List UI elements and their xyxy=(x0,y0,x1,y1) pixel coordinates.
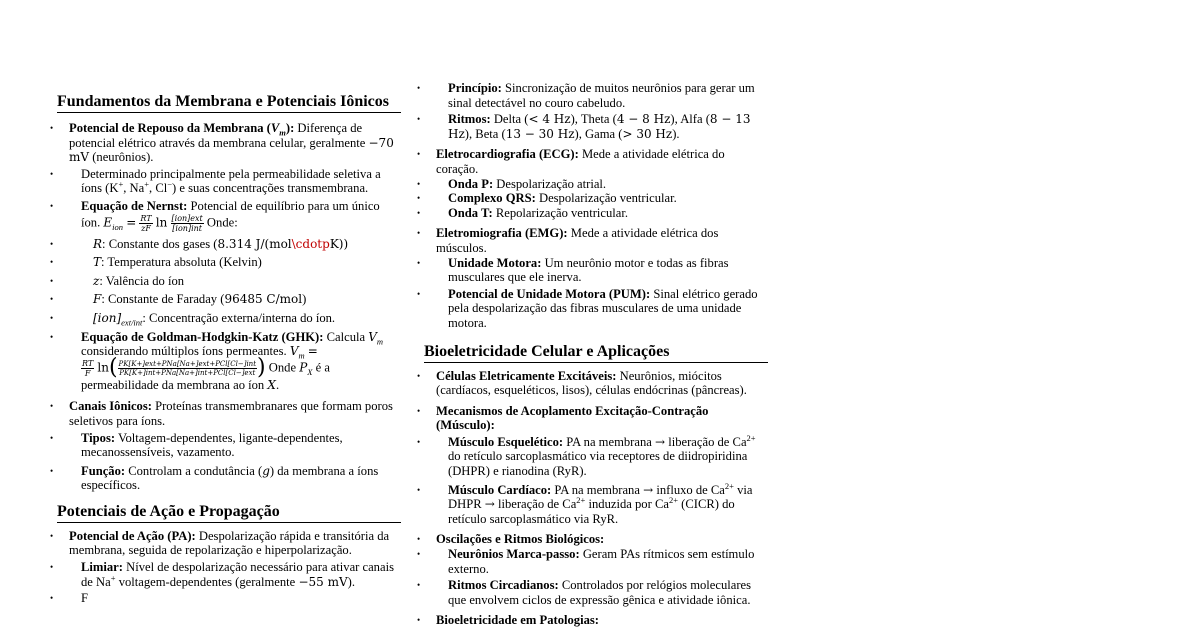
ritmos-delta: < 4 Hz xyxy=(528,112,570,126)
canais-label: Canais Iônicos: xyxy=(69,399,152,413)
r-val: 8.314 J/(mol xyxy=(217,237,291,251)
nernst-frac2-den: [ion]int xyxy=(171,224,204,233)
right-column xyxy=(424,0,768,628)
unidade-motora-label: Unidade Motora: xyxy=(448,256,541,270)
r-text: : Constante dos gases ( xyxy=(102,237,217,251)
ghk-big-num: PK[K+]ext+PNa[Na+]ext+PCl[Cl−]int xyxy=(118,360,257,369)
ion-var: [ion] xyxy=(93,311,121,325)
onda-t-label: Onda T: xyxy=(448,206,493,220)
limiar-val: −55 mV xyxy=(298,575,347,589)
ritmos-beta-label: ), Beta ( xyxy=(465,127,506,141)
mecanismos-label: Mecanismos de Acoplamento Excitação-Contração (Músculo): xyxy=(436,404,708,433)
ghk-ln: ln xyxy=(97,360,109,374)
limiar-text2: voltagem-dependentes (geralmente xyxy=(119,575,296,589)
ritmos-beta: 13 − 30 Hz xyxy=(506,127,575,141)
marca-passo-label: Neurônios Marca-passo: xyxy=(448,547,580,561)
celulas-label: Células Eletricamente Excitáveis: xyxy=(436,369,616,383)
list-item-canais xyxy=(57,399,401,428)
esqueletico-text3: do retículo sarcoplasmático via receptores de diidropiridina (DHPR) e rianodina (RyR). xyxy=(448,449,747,478)
r-end: K)) xyxy=(330,237,348,251)
cardiaco-text3: via DHPR xyxy=(448,483,752,512)
determined-text-d: ) e suas concentrações transmembrana. xyxy=(172,181,368,195)
list-item-pa xyxy=(57,529,401,558)
ghk-sub: m xyxy=(377,336,383,346)
ritmos-gama: > 30 Hz xyxy=(622,127,672,141)
ritmos-text: Delta ( xyxy=(494,112,529,126)
list-item-funcao xyxy=(57,464,401,493)
ritmos-alfa-label: ), Alfa ( xyxy=(670,112,710,126)
unidade-motora-text: Um neurônio motor e todas as fibras musculares que ele inerva. xyxy=(448,256,729,285)
oscilacoes-label: Oscilações e Ritmos Biológicos: xyxy=(436,532,604,546)
esqueletico-ca-charge: 2+ xyxy=(747,433,756,443)
f-val: 96485 C/mol xyxy=(224,292,302,306)
list-item-onda-t xyxy=(424,206,768,221)
ghk-big-fraction xyxy=(118,360,257,377)
nernst-sub: ion xyxy=(112,221,123,231)
section-title-membrane: Fundamentos da Membrana e Potenciais Iônicos xyxy=(57,92,401,113)
list-item-emg xyxy=(424,226,768,255)
r-cdot: \cdotp xyxy=(292,237,330,251)
ritmos-gama-label: ), Gama ( xyxy=(575,127,623,141)
left-column xyxy=(57,0,401,606)
ghk-eq: = xyxy=(308,344,318,358)
nernst-eq: = xyxy=(126,215,136,229)
circadianos-text: Controlados por relógios moleculares que envolvem ciclos de expressão gênica e atividade iônica. xyxy=(448,578,751,607)
pum-text: Sinal elétrico gerado pela despolarização das fibras musculares de uma unidade motora. xyxy=(448,287,758,330)
list-item-onda-p xyxy=(424,177,768,192)
f-var: F xyxy=(93,292,101,306)
pum-label: Potencial de Unidade Motora (PUM): xyxy=(448,287,650,301)
list-item-principio xyxy=(424,81,768,110)
pa-text: Despolarização rápida e transitória da membrana, seguida de repolarização e hiperpolarização. xyxy=(69,529,389,558)
funcao-label: Função: xyxy=(81,464,125,478)
cardiaco-arrow: → xyxy=(643,483,653,497)
list-item-marca-passo xyxy=(424,547,768,576)
list-item-cardiaco xyxy=(424,483,768,527)
cardiaco-text6: (CICR) do retículo sarcoplasmático via RyR. xyxy=(448,497,735,526)
ghk-x: X xyxy=(267,378,276,392)
cellular-list xyxy=(424,369,768,628)
esqueletico-text: PA na membrana xyxy=(566,435,652,449)
list-item-oscilacoes xyxy=(424,532,768,547)
ion-sub: ext/int xyxy=(121,317,142,327)
ghk-big-den: PK[K+]int+PNa[Na+]int+PCl[Cl−]ext xyxy=(118,369,257,377)
funcao-g: g xyxy=(262,464,270,478)
nernst-fraction2 xyxy=(171,214,204,233)
qrs-text: Despolarização ventricular. xyxy=(539,191,677,205)
ecg-label: Eletrocardiografia (ECG): xyxy=(436,147,579,161)
k-plus: + xyxy=(118,179,123,189)
f-end: ) xyxy=(302,292,306,306)
resting-potential-value: −70 mV xyxy=(69,136,394,165)
cardiaco-text4: liberação de Ca xyxy=(498,497,576,511)
funcao-text2: ) da membrana a íons específicos. xyxy=(81,464,378,493)
list-item-ritmos xyxy=(424,112,768,141)
list-item-t xyxy=(57,255,401,270)
cardiaco-ca-charge3: 2+ xyxy=(669,495,678,505)
ghk-text2: considerando múltiplos íons permeantes. xyxy=(81,344,287,358)
ghk-frac-num: RT xyxy=(81,359,94,369)
onda-t-text: Repolarização ventricular. xyxy=(496,206,628,220)
action-potential-list xyxy=(57,529,401,606)
limiar-label: Limiar: xyxy=(81,560,123,574)
cardiaco-label: Músculo Cardíaco: xyxy=(448,483,551,497)
ghk-text: Calcula xyxy=(327,330,365,344)
cardiaco-ca-charge2: 2+ xyxy=(576,495,585,505)
ghk-frac-den: F xyxy=(81,369,94,378)
emg-text: Mede a atividade elétrica dos músculos. xyxy=(436,226,718,255)
esqueletico-text2: liberação de Ca xyxy=(668,435,746,449)
limiar-plus: + xyxy=(111,572,116,582)
qrs-label: Complexo QRS: xyxy=(448,191,536,205)
nernst-text: Potencial de equilíbrio para um único íon. xyxy=(81,199,380,229)
ghk-fraction xyxy=(81,359,94,378)
cardiaco-text2: influxo de Ca xyxy=(656,483,725,497)
esqueletico-arrow: → xyxy=(655,435,665,449)
principio-text: Sincronização de muitos neurônios para gerar um sinal detectável no couro cabeludo. xyxy=(448,81,755,110)
emg-label: Eletromiografia (EMG): xyxy=(436,226,568,240)
list-item-qrs xyxy=(424,191,768,206)
onda-p-label: Onda P: xyxy=(448,177,493,191)
pa-label: Potencial de Ação (PA): xyxy=(69,529,196,543)
ghk-sub2: m xyxy=(299,351,305,361)
cut-text: F xyxy=(81,591,88,605)
section-title-cellular: Bioeletricidade Celular e Aplicações xyxy=(424,342,768,363)
limiar-text: Nível de despolarização necessário para ativar canais de Na xyxy=(81,560,394,589)
nernst-fraction xyxy=(139,214,152,233)
canais-text: Proteínas transmembranares que formam poros seletivos para íons. xyxy=(69,399,393,428)
list-item-z xyxy=(57,274,401,289)
circadianos-label: Ritmos Circadianos: xyxy=(448,578,559,592)
cl-minus: − xyxy=(167,179,172,189)
t-text: : Temperatura absoluta (Kelvin) xyxy=(101,255,262,269)
na-plus: + xyxy=(144,179,149,189)
list-item-ion xyxy=(57,311,401,326)
ritmos-alfa: 8 − 13 Hz xyxy=(448,112,751,141)
list-item-esqueletico xyxy=(424,435,768,479)
resting-potential-text2: (neurônios). xyxy=(92,150,153,164)
cardiaco-text: PA na membrana xyxy=(554,483,640,497)
marca-passo-text: Geram PAs rítmicos sem estímulo externo. xyxy=(448,547,754,576)
r-var: R xyxy=(93,237,102,251)
principio-label: Princípio: xyxy=(448,81,502,95)
cardiaco-text5: induzida por Ca xyxy=(589,497,669,511)
determined-text-b: , Na xyxy=(123,181,144,195)
list-item-f xyxy=(57,292,401,307)
list-item-circadianos xyxy=(424,578,768,607)
resting-potential-label: Potencial de Repouso da Membrana $(V_m)$: xyxy=(69,121,294,135)
cardiaco-arrow2: → xyxy=(485,497,495,511)
ghk-var2: V xyxy=(290,344,299,358)
list-item-celulas xyxy=(424,369,768,398)
ritmos-theta: 4 − 8 Hz xyxy=(617,112,671,126)
list-item-nernst xyxy=(57,199,401,233)
ghk-px-sub: X xyxy=(307,367,312,377)
list-item-resting-potential xyxy=(57,121,401,165)
list-item-ecg xyxy=(424,147,768,176)
nernst-frac-den: zF xyxy=(139,224,152,233)
list-item-unidade-motora xyxy=(424,256,768,285)
limiar-end: ). xyxy=(348,575,355,589)
ion-text: : Concentração externa/interna do íon. xyxy=(142,311,335,325)
celulas-text: Neurônios, miócitos (cardíacos, esqueléticos, lisos), células endócrinas (pâncreas). xyxy=(436,369,747,398)
ghk-text3: é a permeabilidade da membrana ao íon xyxy=(81,360,330,392)
nernst-onde: Onde: xyxy=(207,215,238,229)
ghk-paren-close: ) xyxy=(257,355,266,380)
list-item-mecanismos xyxy=(424,404,768,433)
esqueletico-label: Músculo Esquelético: xyxy=(448,435,563,449)
onda-p-text: Despolarização atrial. xyxy=(496,177,606,191)
funcao-text: Controlam a condutância ( xyxy=(128,464,262,478)
ritmos-end: ). xyxy=(672,127,679,141)
determined-text-a: Determinado principalmente pela permeabilidade seletiva a íons (K xyxy=(81,167,381,196)
patologias-label: Bioeletricidade em Patologias: xyxy=(436,613,599,627)
cardiaco-ca-charge1: 2+ xyxy=(725,480,734,490)
list-item-limiar xyxy=(57,560,401,589)
resting-potential-text: Diferença de potencial elétrico através da membrana celular, geralmente xyxy=(69,121,365,150)
ghk-px: P xyxy=(299,360,307,374)
t-var: T xyxy=(93,255,101,269)
list-item-cut xyxy=(57,591,401,606)
ghk-dot: . xyxy=(276,378,279,392)
ghk-var: V xyxy=(368,330,377,344)
list-item-r xyxy=(57,237,401,252)
ecg-text: Mede a atividade elétrica do coração. xyxy=(436,147,725,176)
z-var: z xyxy=(93,274,99,288)
membrane-list xyxy=(57,121,401,493)
nernst-ln: ln xyxy=(156,215,168,229)
ritmos-theta-label: ), Theta ( xyxy=(571,112,617,126)
ghk-label: Equação de Goldman-Hodgkin-Katz (GHK): xyxy=(81,330,323,344)
section-title-action-potentials: Potenciais de Ação e Propagação xyxy=(57,502,401,523)
tipos-text: Voltagem-dependentes, ligante-dependentes, mecanossensíveis, vazamento. xyxy=(81,431,343,460)
eeg-sublist xyxy=(424,81,768,331)
nernst-frac2-num: [ion]ext xyxy=(171,214,204,224)
nernst-label: Equação de Nernst: xyxy=(81,199,187,213)
nernst-E: E xyxy=(103,215,112,229)
z-text: : Valência do íon xyxy=(99,274,184,288)
ghk-paren-open: ( xyxy=(109,355,118,380)
list-item-pum xyxy=(424,287,768,331)
tipos-label: Tipos: xyxy=(81,431,115,445)
ghk-onde: Onde xyxy=(269,360,296,374)
ritmos-label: Ritmos: xyxy=(448,112,491,126)
list-item-determined xyxy=(57,167,401,196)
nernst-frac-num: RT xyxy=(139,214,152,224)
list-item-tipos xyxy=(57,431,401,460)
f-text: : Constante de Faraday ( xyxy=(101,292,224,306)
determined-text-c: , Cl xyxy=(149,181,167,195)
list-item-ghk xyxy=(57,330,401,393)
